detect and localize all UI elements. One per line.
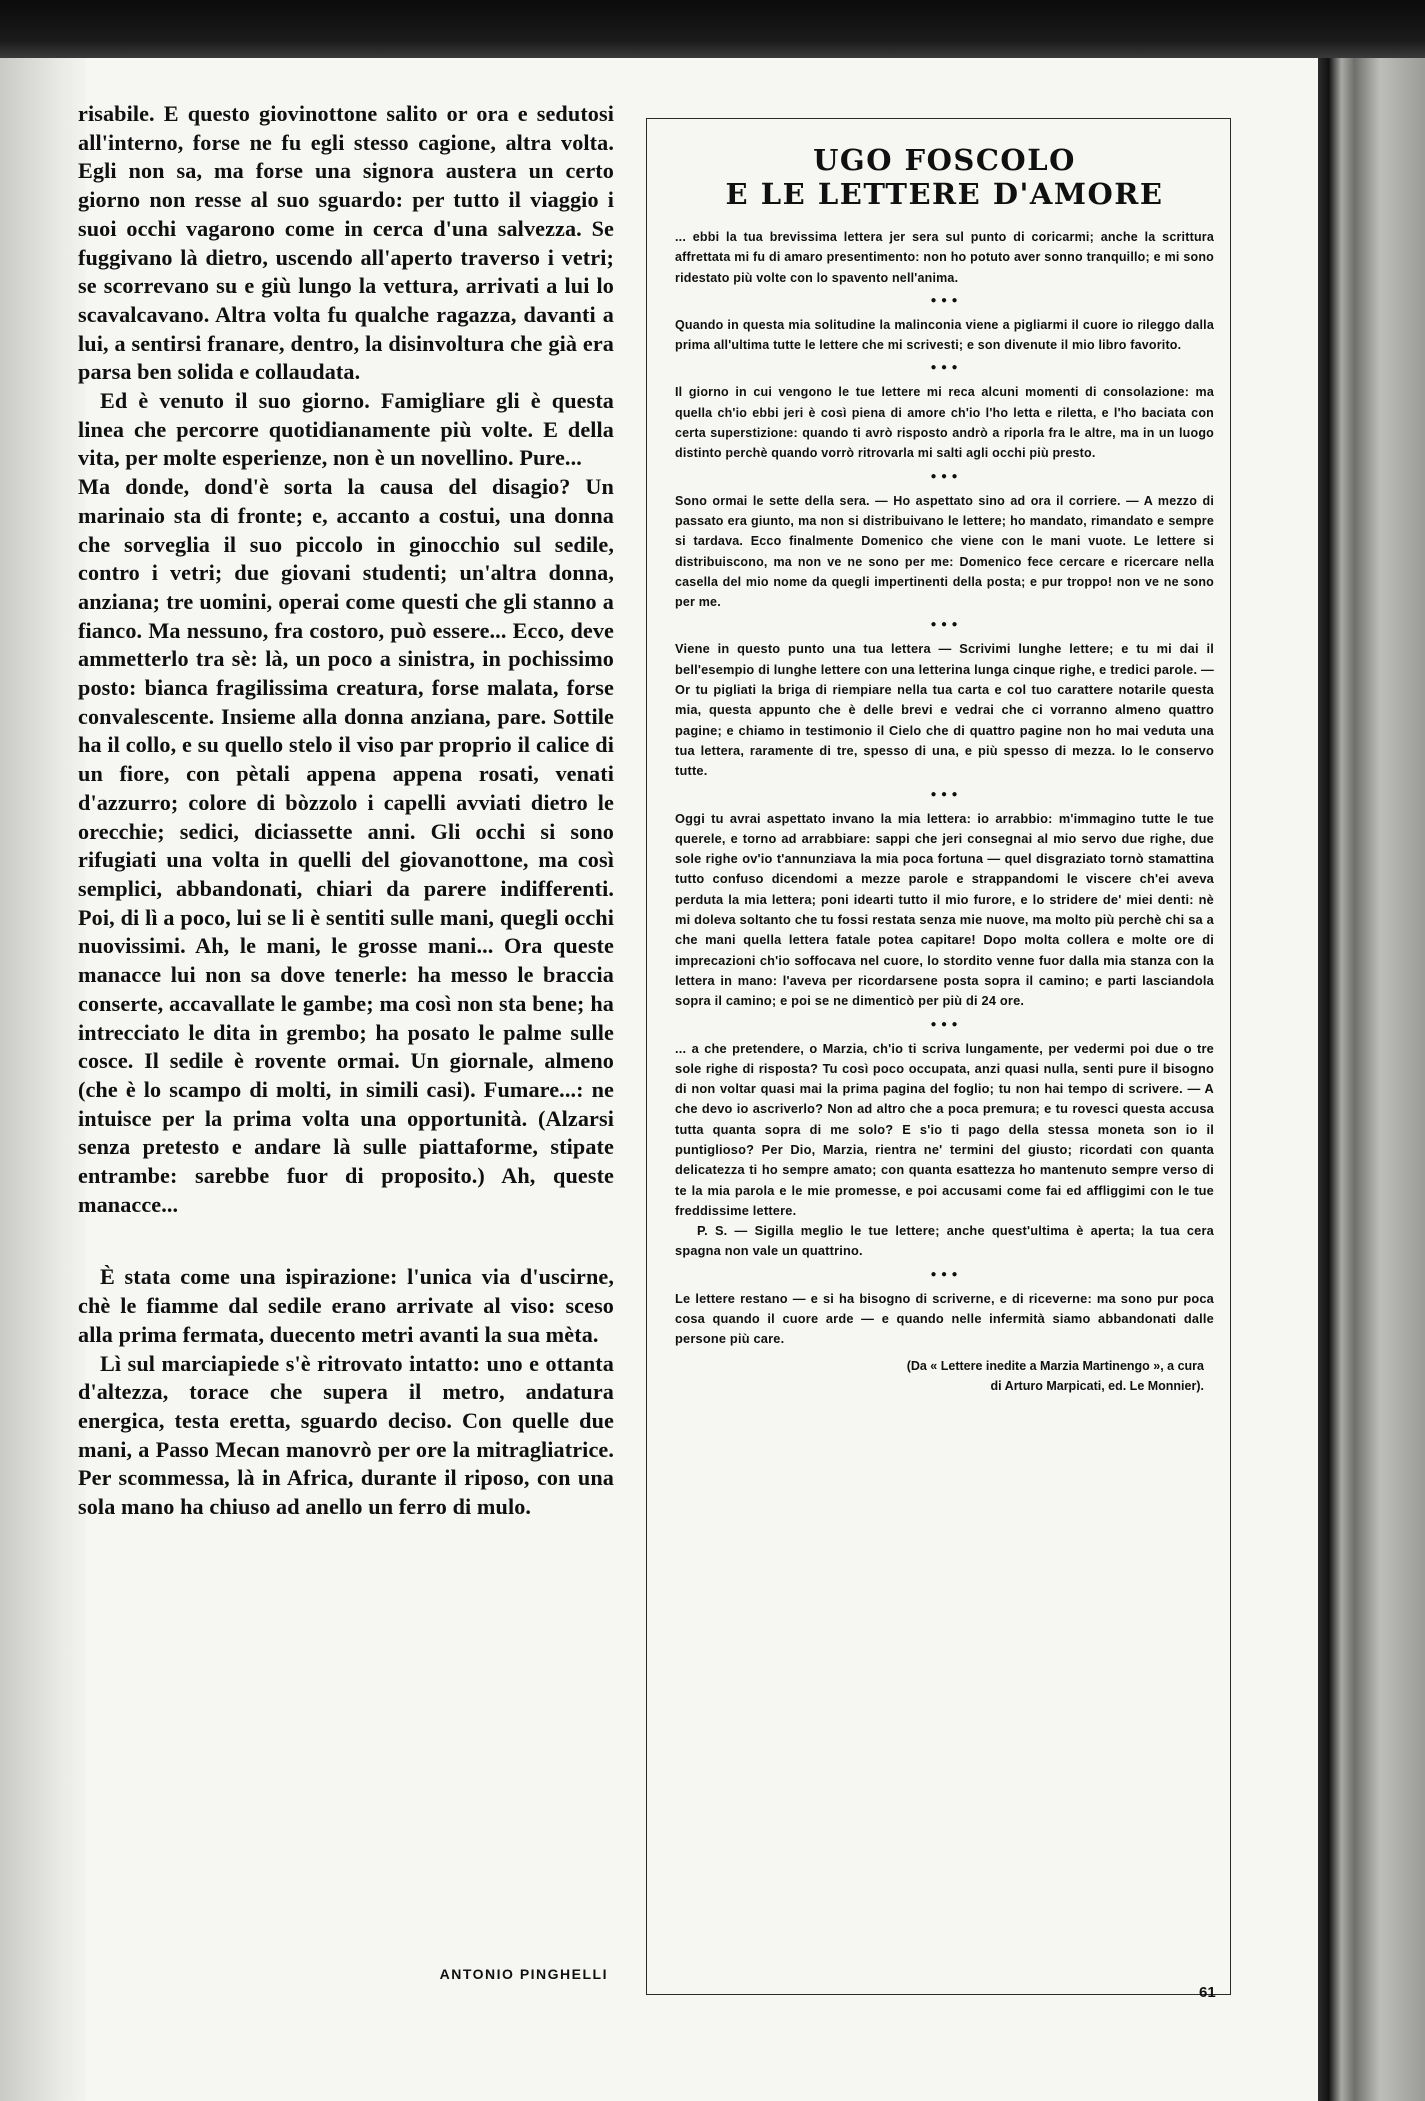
story-column	[78, 100, 614, 1522]
separator-stars: ● ● ●	[930, 362, 959, 374]
story-paragraph-3: Ma donde, dond'è sorta la causa del disagio? Un marinaio sta di fronte; e, accanto a costui, una donna che sorveglia il suo piccolo in ginocchio sul sedile, contro i vetri; due giovani studenti; un'altra donna, anziana; tre uomini, operai come questi che gli stanno a fianco. Ma nessuno, fra costoro, può essere... Ecco, deve ammetterlo tra sè: là, un poco a sinistra, in pochissimo posto: bianca fragilissima creatura, forse malata, forse convalescente. Insieme alla donna anziana, pare. Sottile ha il collo, e su quello stelo il viso par proprio il calice di un fiore, con pètali appena appena rosati, venati d'azzurro; colore di bòzzolo i capelli avviati dietro le orecchie; sedici, diciassette anni. Gli occhi si sono rifugiati una volta in quelli del giovanottone, ma così semplici, abbandonati, chiari da parere indifferenti. Poi, di lì a poco, lui se li è sentiti sulle mani, quegli occhi nuovissimi. Ah, le mani, le grosse mani... Ora queste manacce lui non sa dove tenerle: ha messo le braccia conserte, accavallate le gambe; ma così non sta bene; ha intrecciato le dita in grembo; ha posato le palme sulle cosce. Il sedile è rovente ormai. Un giornale, almeno (che è lo scampo di molti, in simili casi). Fumare...: ne intuisce per la prima volta una opportunità. (Alzarsi senza pretesto e andare là sulle piattaforme, stipate entrambe: sarebbe fuor di proposito.) Ah, queste manacce...	[78, 474, 614, 1217]
story-paragraph-1: risabile. E questo giovinottone salito or ora e sedutosi all'interno, forse ne fu egli stesso cagione, altra volta. Egli non sa, ma forse una signora austera un certo giorno non resse al suo sguardo: per tutto il viaggio i suoi occhi vagarono come in cerca d'una salvezza. Se fuggivano là dietro, uscendo all'aperto traverso i vetri; se scorrevano su e giù lungo la vettura, arrivati a lui lo scavalcavano. Altra volta fu qualche ragazza, davanti a lui, a sentirsi franare, dentro, la disinvoltura che già era parsa ben solida e collaudata.	[78, 101, 614, 385]
source-citation-line-2: di Arturo Marpicati, ed. Le Monnier).	[990, 1378, 1204, 1393]
separator-stars: ● ● ●	[930, 619, 959, 631]
sidebar-box	[646, 118, 1231, 1995]
separator-stars: ● ● ●	[930, 470, 959, 482]
page-number: 61	[1199, 1984, 1216, 2001]
author-signature: ANTONIO PINGHELLI	[439, 1966, 608, 1982]
sidebar-closing-note: Le lettere restano — e si ha bisogno di scriverne, e di riceverne: ma sono pur poca cosa quando il cuore arde — e quando nelle infermità siamo abbandonati dalle persone più care.	[675, 1290, 1214, 1347]
separator-stars: ● ● ●	[930, 788, 959, 800]
source-citation-line-1: (Da « Lettere inedite a Marzia Martinengo », a cura	[906, 1358, 1204, 1373]
story-paragraph-5: Lì sul marciapiede s'è ritrovato intatto: uno e ottanta d'altezza, torace che supera il metro, andatura energica, testa eretta, sguardo deciso. Con quelle due mani, a Passo Mecan manovrò per ore la mitragliatrice. Per scommessa, là in Africa, durante il riposo, con una sola mano ha chiuso ad anello un ferro di mulo.	[78, 1350, 614, 1520]
letter-excerpt-1: ... ebbi la tua brevissima lettera jer sera sul punto di coricarmi; anche la scrittura affrettata mi fu di amaro presentimento: non ho potuto aver sonno tranquillo; e mi sono ridestato più volte con lo spavento nell'anima.	[675, 230, 1214, 285]
letter-excerpt-4: Sono ormai le sette della sera. — Ho aspettato sino ad ora il corriere. — A mezzo di passato era giunto, ma non si distribuivano le lettere; ho mandato, rimandato e sempre si tardava. Ecco finalmente Domenico che viene con le mani vuote. Le lettere si distribuiscono, ma non ve ne sono per me: Domenico fece cercare e ricercare nella casella del mio nome da quegli impertinenti della posta; e pur troppo! non ve ne sono per me.	[675, 493, 1214, 610]
letter-postscript: P. S. — Sigilla meglio le tue lettere; anche quest'ultima è aperta; la tua cera spagna non vale un quattrino.	[675, 1223, 1214, 1259]
letter-excerpt-3: Il giorno in cui vengono le tue lettere mi reca alcuni momenti di consolazione: ma quella ch'io ebbi jeri è così piena di amore ch'io l'ho letta e riletta, e l'ho baciata con certa superstizione: quando ti avrò risposto andrò a riporla fra le altre, ma in un luogo distinto perchè quando vorrò ritrovarla mi salti agli occhi più presto.	[675, 385, 1214, 461]
letter-excerpt-2: Quando in questa mia solitudine la malinconia viene a pigliarmi il cuore io rileggo dalla prima all'ultima tutte le lettere che mi scrivesti; e son divenute il mio libro favorito.	[675, 317, 1214, 353]
sidebar-title-line-1: UGO FOSCOLO	[813, 143, 1076, 177]
story-paragraph-4: È stata come una ispirazione: l'unica via d'uscirne, chè le fiamme dal sedile erano arrivate al viso: sceso alla prima fermata, duecento metri avanti la sua mèta.	[78, 1264, 614, 1347]
scan-dark-edge-top	[0, 0, 1425, 58]
scan-edge-left	[0, 58, 86, 2101]
sidebar-title-line-2: E LE LETTERE D'AMORE	[725, 177, 1164, 211]
separator-stars: ● ● ●	[930, 1268, 959, 1280]
letter-excerpt-6: Oggi tu avrai aspettato invano la mia lettera: io arrabbio: m'immagino tutte le tue querele, e torno ad arrabbiare: sappi che jeri consegnai al mio servo due righe, due sole righe ov'io t'annunziava la mia poca fortuna — quel disgraziato tornò stamattina tutto confuso dicendomi a mezze parole e strappandomi le viscere ch'ei aveva perduta la mia lettera; poni idearti tutto il mio furore, e lo stridere de' miei denti: nè mi doleva soltanto che tu fossi restata senza mie nuove, ma molto più perchè chi sa a che mani quella lettera fatale potea capitare! Dopo molta collera e molte ore di imprecazioni ch'io soffocava nel cuore, lo stordito venne fuor dalla mia stanza con la lettera in mano: l'aveva per ricordarsene posta sopra il camino; e parti lasciandola sopra il camino; e poi se ne dimenticò per più di 24 ore.	[675, 810, 1214, 1009]
letter-excerpt-7: ... a che pretendere, o Marzia, ch'io ti scriva lungamente, per vedermi poi due o tre sole righe di risposta? Tu così poco occupata, anzi quasi nulla, senti pure il bisogno di non voltar quasi mai la prima pagina del foglio; tu non hai tempo di scrivere. — A che devo io ascriverlo? Non ad altro che a poca premura; e tu rovesci questa accusa tutta quanta sopra di me solo? E s'io ti pago della stessa moneta son io il puntiglioso? Per Dio, Marzia, rientra ne' termini del giusto; ricordati con quanta delicatezza ti ho sempre amato; con quanta esattezza ho mantenuto sempre verso di te la mia parola e le mie promesse, e poi accusami come fai ed affliggimi con le tue freddissime lettere.	[675, 1040, 1214, 1218]
scan-binding-edge-right	[1318, 58, 1425, 2101]
letter-excerpt-5: Viene in questo punto una tua lettera — Scrivimi lunghe lettere; e tu mi dai il bell'esempio di lunghe lettere con una letterina lunga cinque righe, e tredici parole. — Or tu pigliati la briga di riempiare nella tua carta e col tuo carattere notarile questa mia, questa appunto che è delle brevi e vedrai che ci vorranno almeno quattro pagine; e chiamo in testimonio il Cielo che di quattro pagine non ho mai veduta una tua lettera, raramente di tre, spesso di una, e più spesso di mezza. Io le conservo tutte.	[675, 641, 1214, 779]
story-paragraph-2: Ed è venuto il suo giorno. Famigliare gli è questa linea che percorre quotidianamente più volte. E della vita, per molte esperienze, non è un novellino. Pure...	[78, 388, 614, 471]
separator-stars: ● ● ●	[930, 294, 959, 306]
paragraph-gap	[78, 1219, 614, 1263]
separator-stars: ● ● ●	[930, 1018, 959, 1030]
